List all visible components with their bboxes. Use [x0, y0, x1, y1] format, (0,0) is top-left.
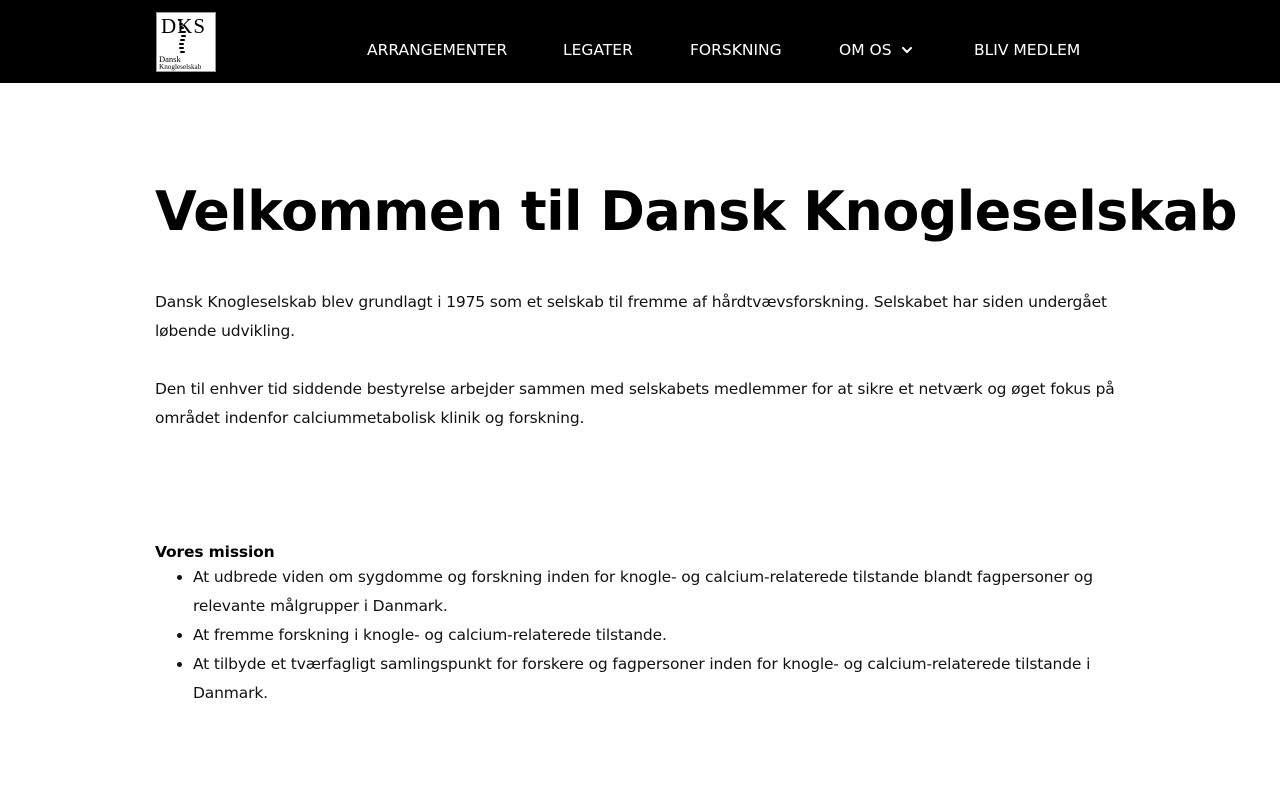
- list-item: • At fremme forskning i knogle- og calcium-relaterede tilstande.: [193, 621, 1115, 650]
- chevron-down-icon[interactable]: [902, 37, 912, 61]
- list-item: • At tilbyde et tværfagligt samlingspunkt for forskere og fagpersoner inden for knogle- og calcium-relaterede tilstande i Danmark.: [193, 650, 1115, 708]
- nav-item-arrangementer[interactable]: [367, 38, 507, 62]
- nav-item-label: OM OS: [839, 41, 892, 59]
- logo-text-line2: Knogleselskab: [159, 63, 202, 71]
- nav-item-label: LEGATER: [563, 41, 633, 59]
- nav-item-forskning[interactable]: [690, 38, 782, 62]
- mission-heading: Vores mission: [155, 543, 275, 561]
- page-title: Velkommen til Dansk Knogleselskab: [155, 180, 1237, 243]
- board-paragraph: Den til enhver tid siddende bestyrelse arbejder sammen med selskabets medlemmer for at sikre et netværk og øget fokus på området indenfor calciummetabolisk klinik og forskning.: [155, 380, 1115, 427]
- nav-item-bliv-medlem[interactable]: [974, 38, 1080, 62]
- nav-item-label: FORSKNING: [690, 41, 782, 59]
- site-header: [0, 0, 1280, 83]
- nav-item-label: ARRANGEMENTER: [367, 41, 508, 59]
- nav-item-label: BLIV MEDLEM: [974, 41, 1081, 59]
- nav-item-om-os[interactable]: [839, 38, 912, 62]
- mission-list: [155, 563, 1115, 708]
- list-item: • At udbrede viden om sygdomme og forskning inden for knogle- og calcium-relaterede tilstande blandt fagpersoner og relevante målgrupper i Danmark.: [193, 563, 1115, 621]
- logo-letters: DKS: [161, 14, 207, 38]
- main-nav: [0, 0, 1280, 83]
- nav-item-legater[interactable]: [563, 38, 633, 62]
- intro-paragraph: Dansk Knogleselskab blev grundlagt i 1975 som et selskab til fremme af hårdtvævsforskning. Selskabet har siden undergået løbende udvikling.: [155, 293, 1107, 340]
- logo-text-line1: Dansk: [159, 54, 181, 64]
